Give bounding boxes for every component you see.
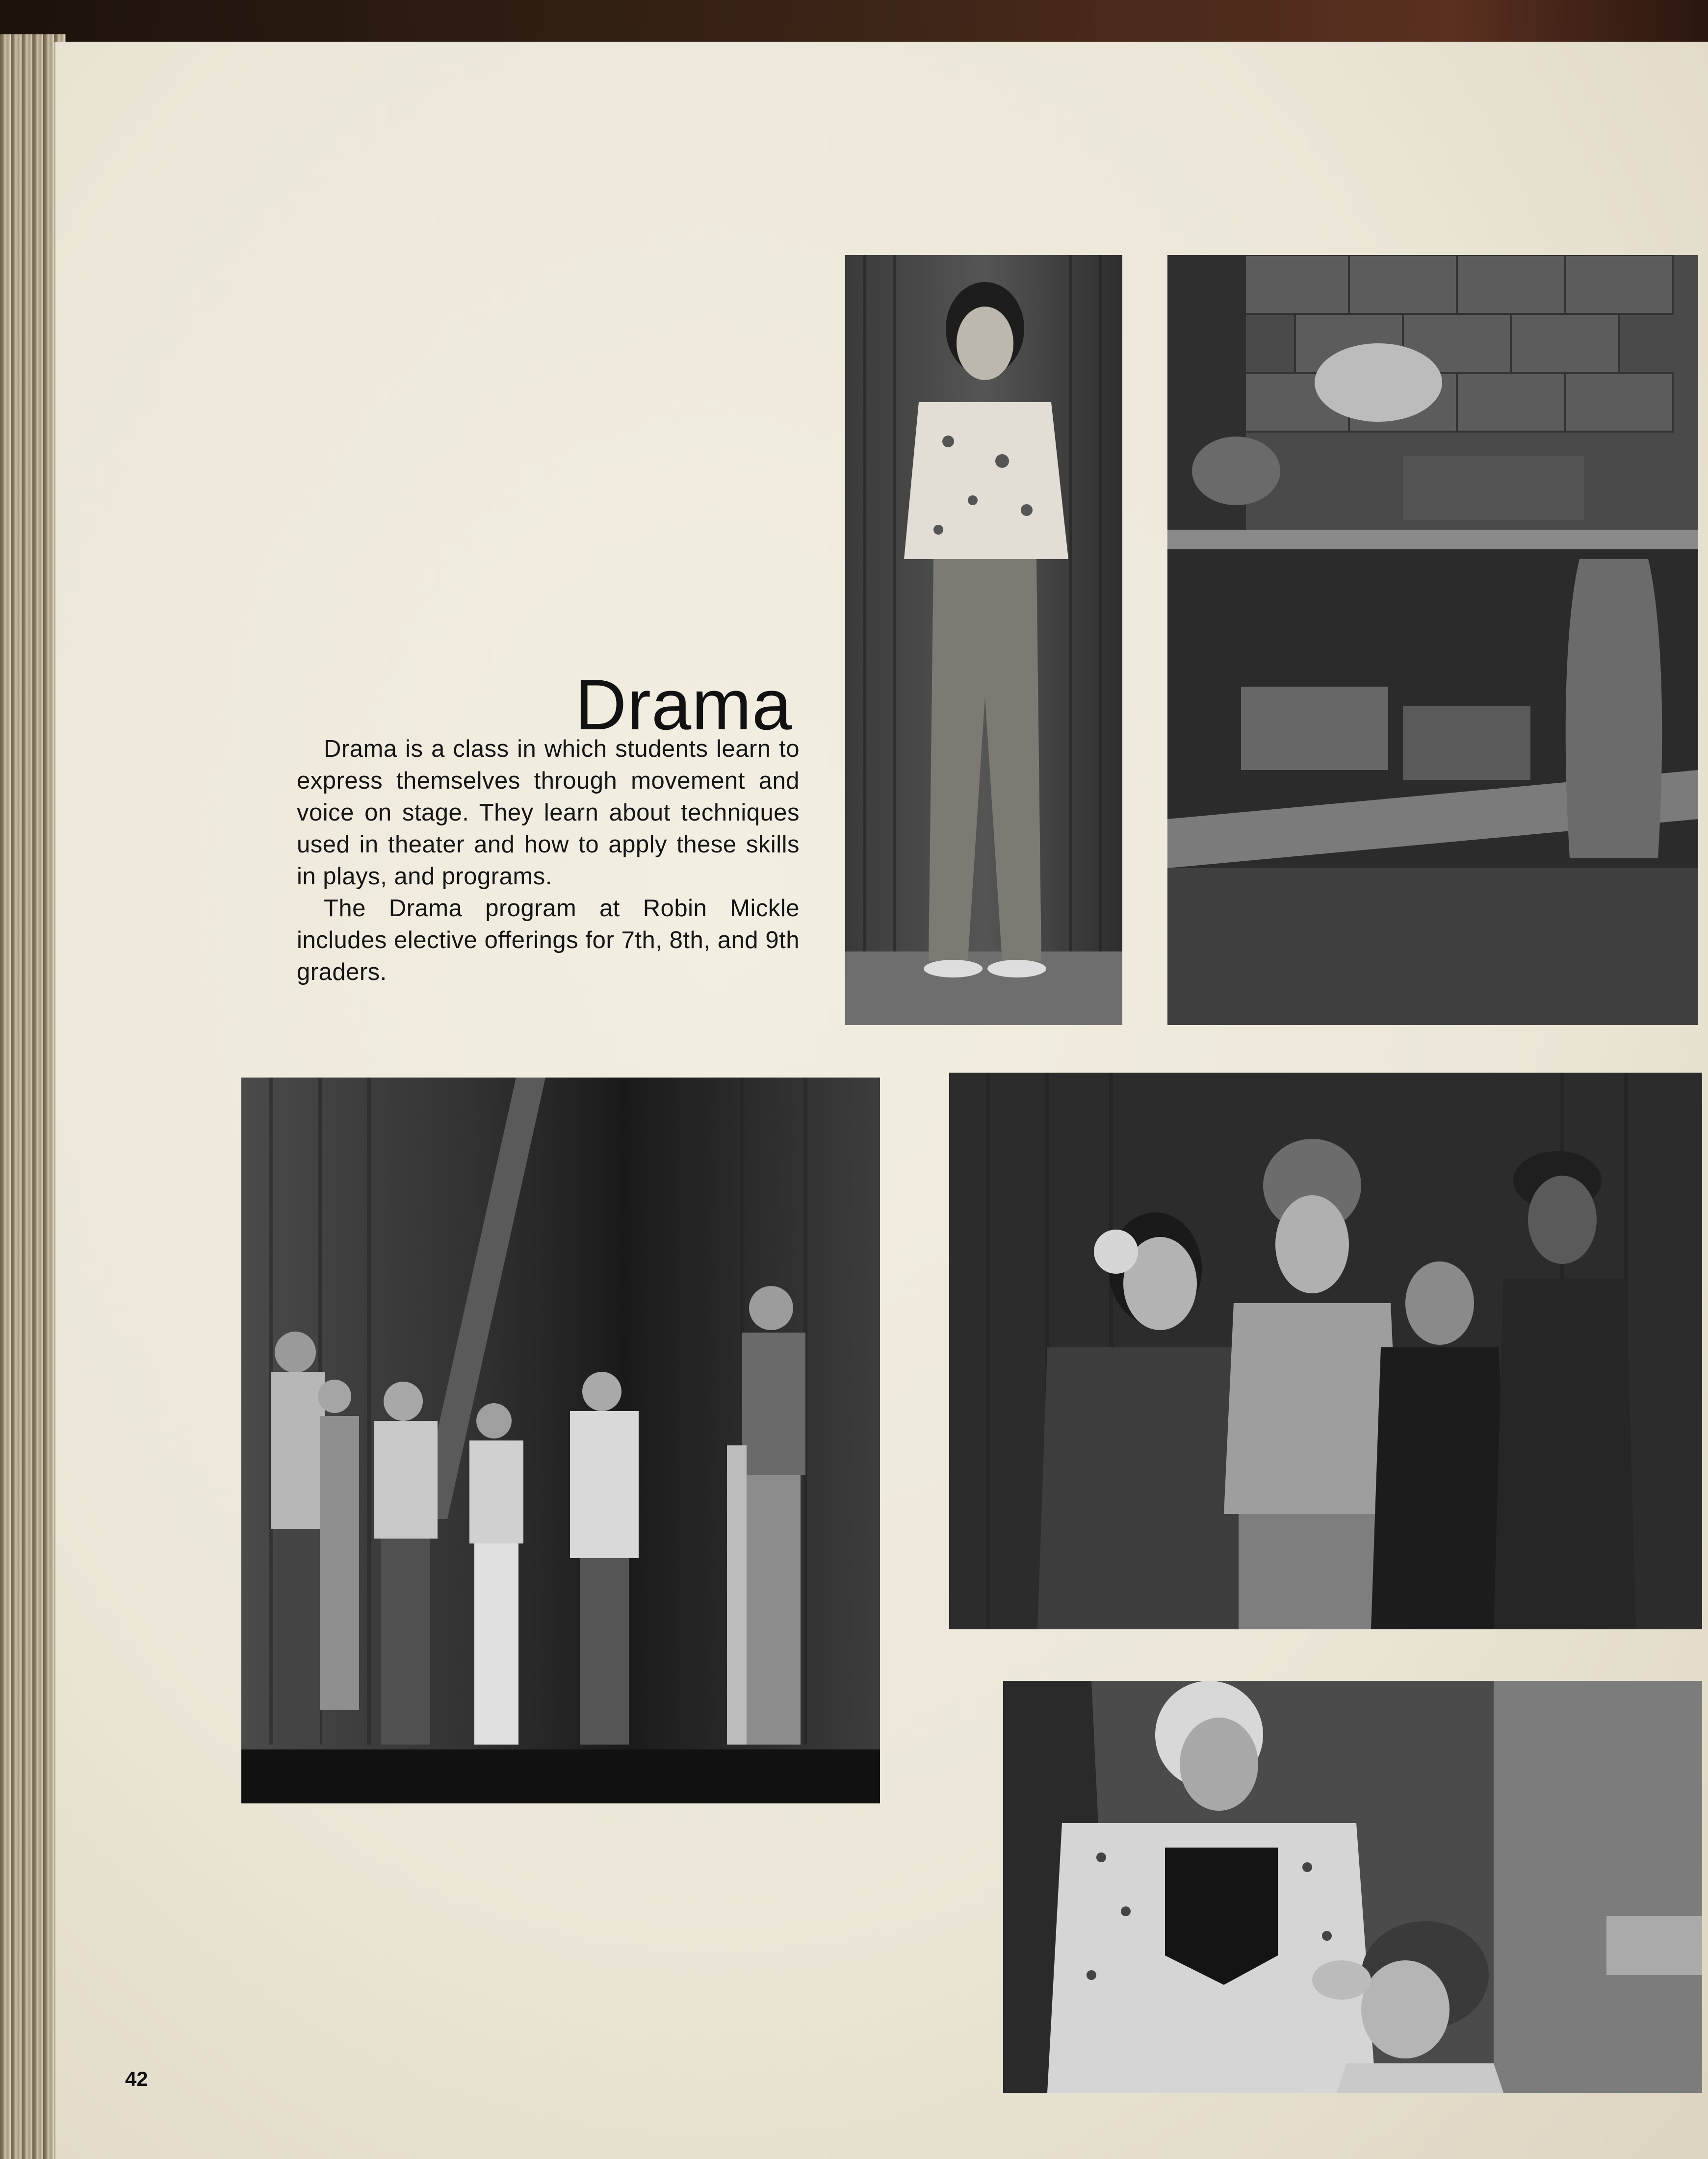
photo-costume-room [1167,255,1698,1025]
photo-student-standing [845,255,1122,1025]
photo-makeup-application [1003,1681,1702,2093]
background-dark-top [0,0,1708,47]
body-text [297,733,800,988]
photo-students-on-stage [241,1078,880,1803]
photo-students-in-costumes [949,1073,1702,1629]
page-title: Drama [574,664,792,745]
paragraph-1: Drama is a class in which students learn to express themselves through movement and voice on stage. They learn about techniques used in theater and how to apply these skills in plays, and programs. [297,736,800,890]
page-number: 42 [125,2067,148,2090]
paragraph-2: The Drama program at Robin Mickle includes elective offerings for 7th, 8th, and 9th graders. [297,895,800,985]
